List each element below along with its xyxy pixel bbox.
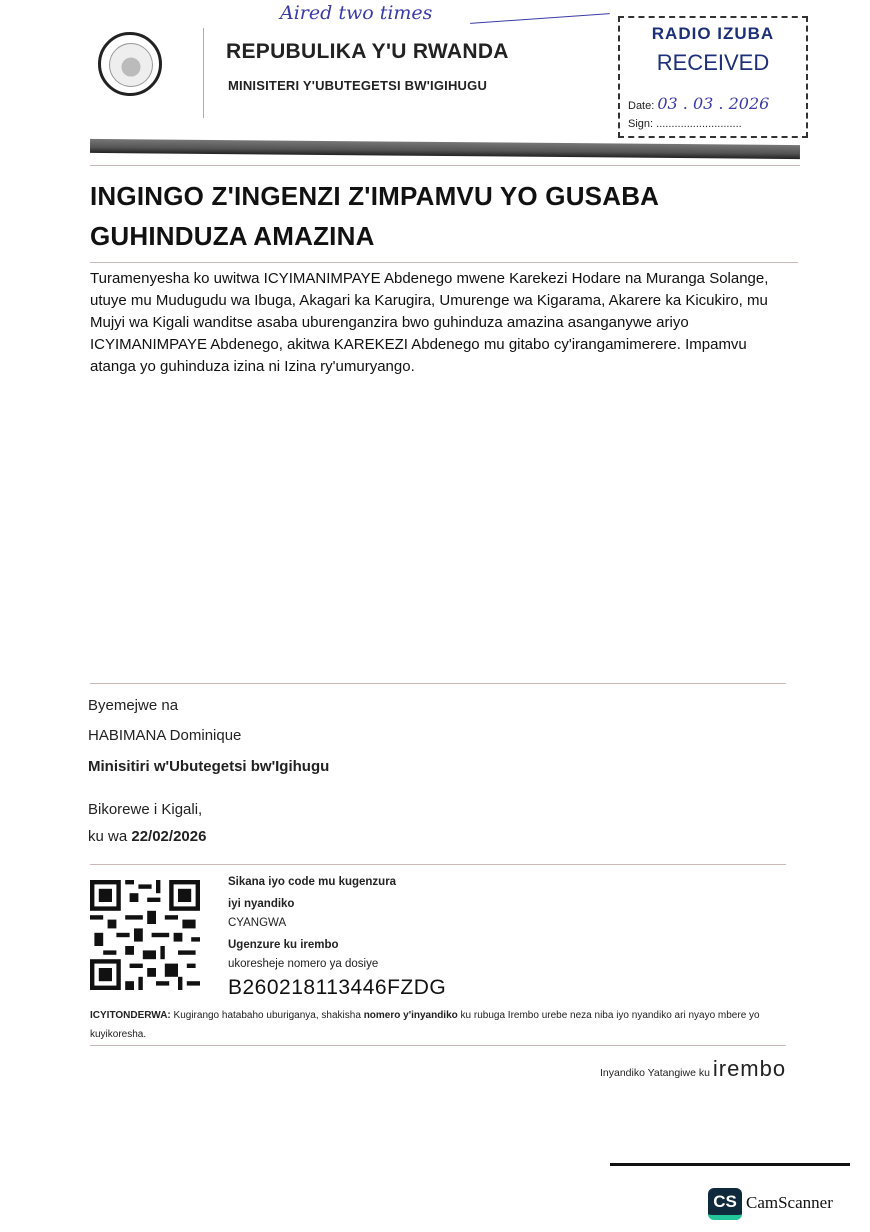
verify-instruction-4: ukoresheje nomero ya dosiye (228, 958, 379, 970)
divider (90, 683, 786, 684)
ministry-heading: MINISITERI Y'UBUTEGETSI BW'IGIHUGU (228, 78, 488, 93)
stamp-sign: Sign: ............................ (628, 118, 742, 130)
handwritten-signature-stroke (470, 13, 610, 24)
issue-date: ku wa 22/02/2026 (88, 828, 207, 845)
handwritten-note: Aired two times (280, 2, 433, 24)
divider (90, 262, 798, 263)
camscanner-logo-icon: CS (708, 1188, 742, 1220)
verify-instruction-1: Sikana iyo code mu kugenzura (228, 876, 397, 888)
verify-or: CYANGWA (228, 917, 287, 929)
signatory-name: HABIMANA Dominique (88, 727, 242, 744)
signatory-position: Minisitiri w'Ubutegetsi bw'Igihugu (88, 758, 330, 775)
issue-place: Bikorewe i Kigali, (88, 801, 203, 818)
page-edge (610, 1163, 850, 1166)
stamp-date: Date: 03 . 03 . 2026 (628, 94, 770, 113)
stamp-org: RADIO IZUBA (651, 24, 775, 43)
verify-instruction-2: iyi nyandiko (228, 898, 295, 910)
document-number: B260218113446FZDG (228, 976, 447, 999)
verify-instruction-3: Ugenzure ku irembo (228, 939, 339, 951)
received-stamp (618, 16, 808, 138)
irembo-logo: irembo (712, 1056, 787, 1081)
approved-by-label: Byemejwe na (88, 697, 179, 714)
divider (90, 165, 800, 166)
divider (90, 1045, 786, 1046)
rwanda-emblem-icon (98, 32, 162, 96)
divider (90, 864, 786, 865)
camscanner-label: CamScanner (746, 1193, 833, 1212)
header-divider (203, 28, 204, 118)
stamp-status: RECEIVED (656, 50, 770, 75)
republic-heading: REPUBULIKA Y'U RWANDA (226, 40, 509, 63)
qr-code-icon (90, 880, 200, 990)
header-bar (90, 139, 800, 159)
document-body: Turamenyesha ko uwitwa ICYIMANIMPAYE Abdenego mwene Karekezi Hodare na Muranga Solange, utuye mu Mudugudu wa Ibuga, Akagari ka Karugira, Umurenge wa Kigarama, Akarere ka Kicukiro, mu Mujyi wa Kigali wanditse asaba uburenganzira bwo guhinduza amazina asanganywe ariyo ICYIMANIMPAYE Abdenego, akitwa KAREKEZI Abdenego mu gitabo cy'irangamimerere. Impamvu atanga yo guhinduza izina ni Izina ry'umuryango. (90, 270, 769, 375)
issued-by: Inyandiko Yatangiwe ku irembo (600, 1056, 787, 1081)
warning-note: ICYITONDERWA: Kugirango hatabaho uburiganya, shakisha nomero y'inyandiko ku rubuga Irembo urebe neza niba iyo nyandiko ari nyayo mbere yo kuyikoresha. (90, 1010, 760, 1040)
document-title: INGINGO Z'INGENZI Z'IMPAMVU YO GUSABA GUHINDUZA AMAZINA (90, 181, 660, 251)
